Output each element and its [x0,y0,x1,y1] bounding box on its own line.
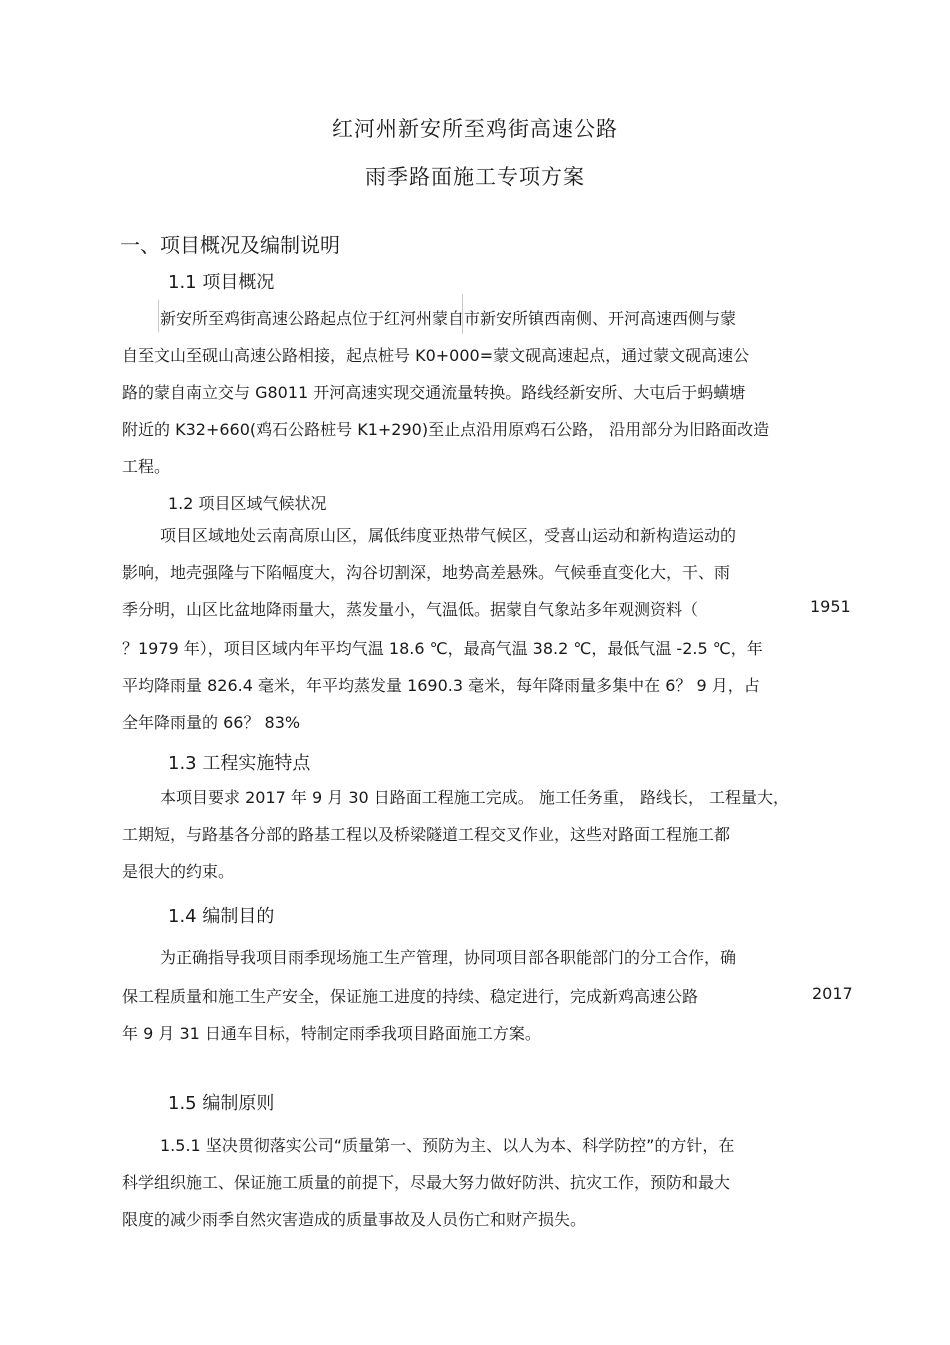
paragraph-line: 全年降雨量的 66？ 83% [122,713,301,732]
paragraph-line: 季分明，山区比盆地降雨量大，蒸发量小，气温低。据蒙自气象站多年观测资料（ [122,600,699,619]
text-cursor-mark [158,300,159,332]
document-title-line2: 雨季路面施工专项方案 [365,165,585,189]
paragraph-line: 项目区域地处云南高原山区，属低纬度亚热带气候区，受喜山运动和新构造运动的 [160,526,737,545]
paragraph-line: 本项目要求 2017 年 9 月 30 日路面工程施工完成。 施工任务重， 路线长， 工程量大， [160,788,790,807]
paragraph-line: 为正确指导我项目雨季现场施工生产管理，协同项目部各职能部门的分工合作，确 [160,948,737,967]
section-1-4-heading: 1.4 编制目的 [168,906,275,927]
paragraph-line: 年 9 月 31 日通车目标，特制定雨季我项目路面施工方案。 [122,1024,541,1043]
paragraph-line: 保工程质量和施工生产安全，保证施工进度的持续、稳定进行，完成新鸡高速公路 [122,987,699,1006]
section-1-5-heading: 1.5 编制原则 [168,1093,275,1114]
paragraph-line: 附近的 K32+660(鸡石公路桩号 K1+290)至止点沿用原鸡石公路， 沿用部分为旧路面改造 [122,420,770,439]
section-1-3-heading: 1.3 工程实施特点 [168,753,311,774]
paragraph-line: 平均降雨量 826.4 毫米，年平均蒸发量 1690.3 毫米，每年降雨量多集中在 6？ 9 月，占 [122,676,760,695]
paragraph-line: 科学组织施工、保证施工质量的前提下，尽最大努力做好防洪、抗灾工作，预防和最大 [122,1173,731,1192]
paragraph-line: ？1979 年），项目区域内年平均气温 18.6 ℃，最高气温 38.2 ℃，最低气温 -2.5 ℃，年 [122,639,763,658]
document-title-line1: 红河州新安所至鸡街高速公路 [332,117,618,141]
section-1-2-heading: 1.2 项目区域气候状况 [168,494,327,513]
paragraph-line: 1.5.1 坚决贯彻落实公司“质量第一、预防为主、以人为本、科学防控”的方针，在 [160,1136,735,1155]
paragraph-line: 工期短，与路基各分部的路基工程以及桥梁隧道工程交叉作业，这些对路面工程施工都 [122,825,731,844]
paragraph-line: 路的蒙自南立交与 G8011 开河高速实现交通流量转换。路线经新安所、大屯后于蚂蟥塘 [122,383,746,402]
section-1-heading: 一、项目概况及编制说明 [120,233,340,257]
paragraph-line: 限度的减少雨季自然灾害造成的质量事故及人员伤亡和财产损失。 [122,1210,587,1229]
paragraph-line: 自至文山至砚山高速公路相接，起点桩号 K0+000=蒙文砚高速起点，通过蒙文砚高速公 [122,346,750,365]
paragraph-line: 新安所至鸡街高速公路起点位于红河州蒙自市新安所镇西南侧、开河高速西侧与蒙 [160,309,737,328]
year-start-value: 1951 [810,597,851,616]
section-1-1-heading: 1.1 项目概况 [168,272,275,293]
paragraph-line: 影响，地壳强隆与下陷幅度大，沟谷切割深，地势高差悬殊。气候垂直变化大，干、雨 [122,563,731,582]
paragraph-line: 是很大的约束。 [122,862,235,881]
year-value: 2017 [812,984,853,1003]
paragraph-line: 工程。 [122,457,171,476]
